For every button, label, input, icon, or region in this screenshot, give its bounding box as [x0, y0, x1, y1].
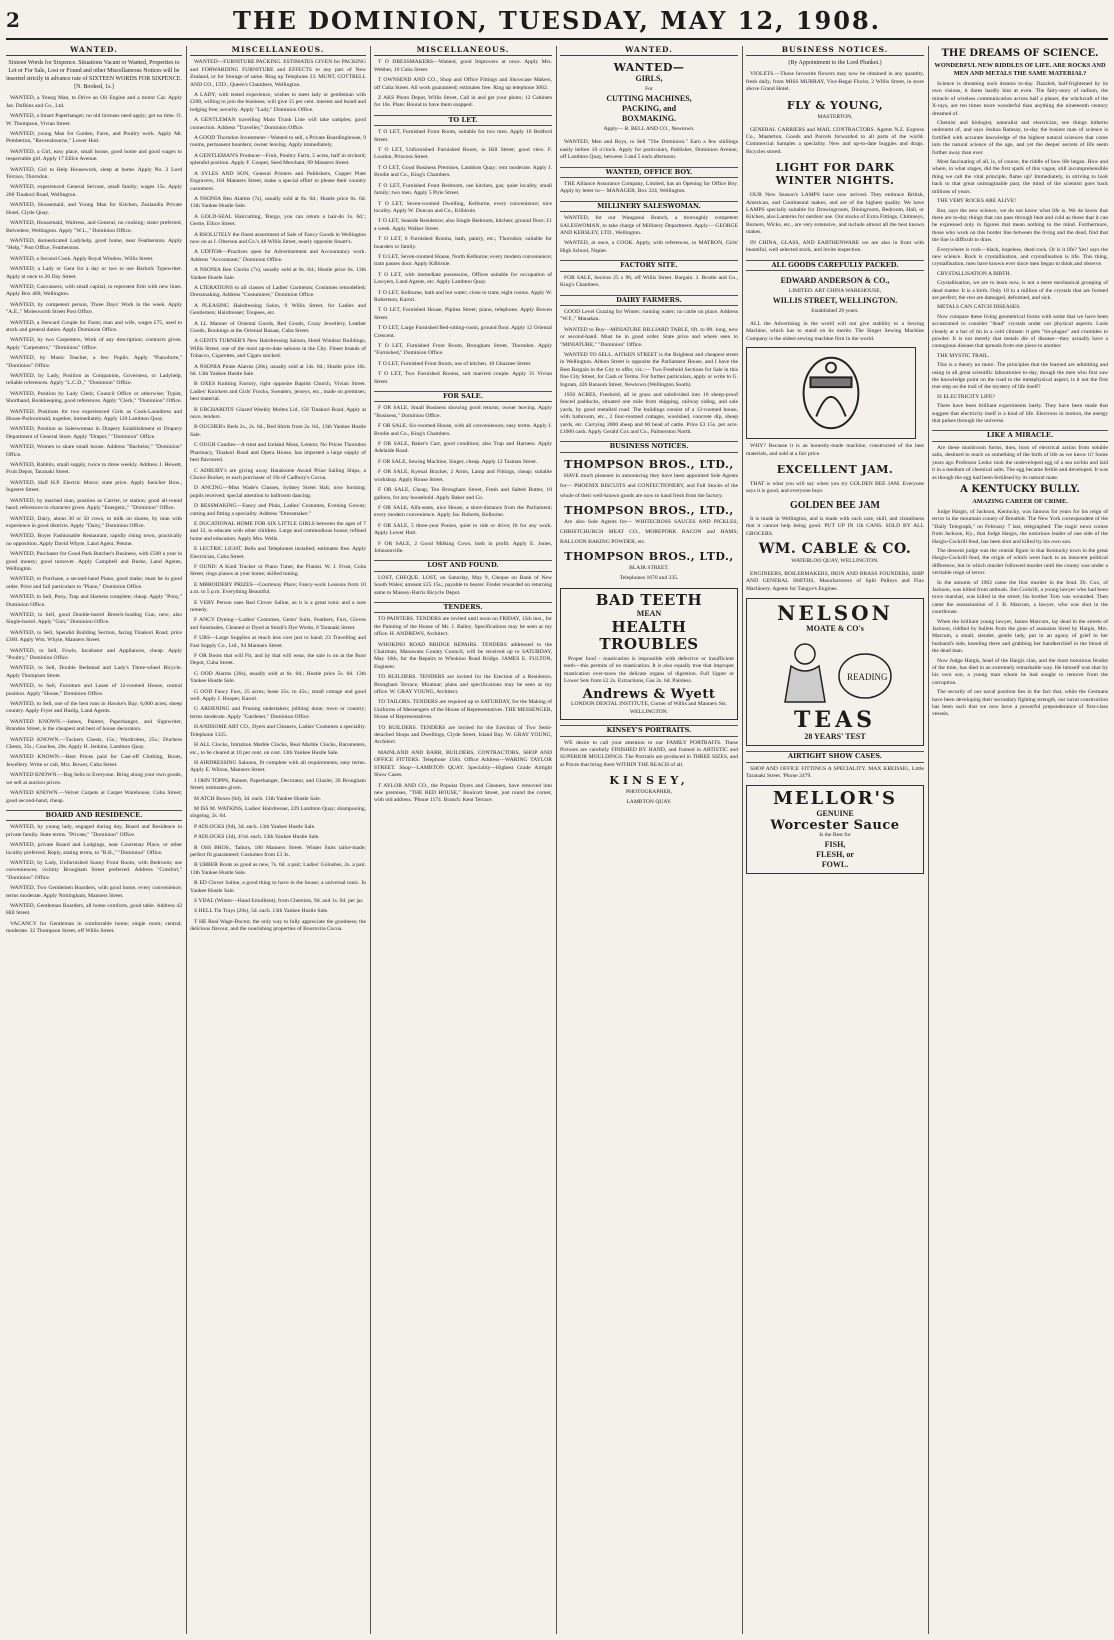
classified-ad: WANTED, to Sell, Fowls, Incubator and Appliances, cheap. Apply "Poultry," Dominion Office. [6, 647, 182, 661]
classified-ad: WANTED, to Sell, Furniture and Lease of 12-roomed House, central position. Apply "House," Dominion Office. [6, 683, 182, 697]
wanted-ad: WANTED, at once, a COOK. Apply, with references, to MATRON, Girls' High School, Napier. [560, 240, 738, 254]
classified-ad: P ADLOCKS (9d), 3d. each. 13th Yankee Hustle Sale. [194, 823, 316, 830]
classified-ad: WANTED, Dairy, about 30 or 50 cows, to milk on shares, by man with experience in good districts. Apply "Dairy," Dominion Office. [6, 515, 182, 529]
lamps-ad: OUR New Season's LAMPS have now arrived. They embrace British, American, and Continental makes, and are of the highest quality. We have LAMPS specially suitable for Drawingroom, Diningroom, Bedroom, Hall, or Kitchen, also Lanterns for outdoor use. Our stocks of Extra Fittings, Chimneys, Burners, Wicks, etc., are very extensive, and include almost all the best known makes. [746, 192, 924, 236]
classified-ad: WANTED—FURNITURE PACKING. ESTIMATES GIVEN for PACKING and FORWARDING FURNITURE and EFFECTS to any part of New Zealand, or for Storage of same. Ring up Telephone 23. MUNT, COTTRELL AND CO., LTD., Queen's Chambers, Wellington. [190, 59, 366, 88]
article-paragraph: Everywhere is rock—black, hopeless, dead rock. Or is it life? Yes! says the new science. Rock is crystallisation, and crystallisation is life. This thing, crystallisation, men have known ever since men began to think and observe. [932, 246, 1108, 268]
classified-ad: F OUND: A Kind Tracker or Piano Tuner, the Pianist. W. J. Frost, Cuba Street, rings pianos at your home; skilled tuning. [190, 563, 366, 578]
classified-ad: WANTED, private Board and Lodgings, near Courtenay Place, or other locality preferred. Reply, stating terms, to "B.B.," "Dominion" Office. [6, 842, 182, 856]
article-paragraph: The security of our naval position lies in the fact that, while the Germans have been developing their secondary fighting strength, our naval construction has been such that we now have a powerful preponderance of first-class vessels. [932, 689, 1108, 718]
classified-ad: WANTED, a Girl, easy place, small house, good home and good wages to respectable girl. Apply 17 Ellice Avenue. [6, 148, 182, 163]
classified-ad: WANTED, Housemaid, Waitress, and General, no cooking; sister preferred, Belvedere, Wellington. Apply "W.L.," Dominion Office. [6, 220, 182, 234]
classified-ad: G OOD Alarms (20s), usually sold at 6s. 6d.; Hustle price 5s. 6d. 13th Yankee Hustle Sale. [190, 670, 366, 685]
classified-ad: WANTED KNOWN.—James, Painter, Paperhanger, and Signwriter, Brandon Street, is the cheapest and best of house decorators. [6, 718, 182, 733]
classified-ad: F ANCY Dyeing—Ladies' Costumes, Gents' Suits, Feathers, Furs, Gloves and Sunshades, Cleaned or Dyed at Small's Dye Works, 8 Taranaki Street. [190, 617, 366, 631]
classified-ad: A GENTS TURNER'S New Hairdressing Saloon, Hotel Windsor Buildings, Willis Street, one of the most up-to-date saloons in the City. Finest brands of Tobacco, Cigarettes, and Cigars stocked. [190, 338, 366, 360]
classified-ad: A GENTLEMAN travelling Main Trunk Line will take samples; good connection. Address "Traveller," Dominion Office. [190, 117, 366, 131]
classified-ad: D ANCING—Miss Wade's Classes, Sydney Street Hall, now forming; pupils received; special attention to ballroom dancing. [190, 485, 366, 499]
classified-ad: WANTED, to Purchase, a second-hand Piano, good make; must be in good order. Price and full particulars to "Piano," Dominion Office. [6, 576, 182, 590]
article-paragraph: Now Judge Hargis, head of the Hargis clan, and the most notorious feudist of the time, has died in an extremely remarkable way. He himself was shot by his own son, a young man whom he had sought to remove from the corruption. [932, 657, 1108, 686]
classified-ad: WANTED, a Steward Couple for Farm; man and wife, wages £75, used to stock and general duties. Apply Dominion Office. [6, 319, 182, 333]
kinsey-signature: KINSEY, PHOTOGRAPHER, LAMBTON QUAY. [609, 774, 689, 806]
column-divider [186, 46, 187, 1634]
classified-ad: F OR SALE, Sewing Machine, Singer, cheap. Apply 12 Tasman Street. [378, 458, 538, 465]
classified-ad: WANTED, Two Gentlemen Boarders, with good home, every convenience; terms moderate. Apply Nottingham, Manners Street. [6, 885, 182, 899]
section-heading: LOST AND FOUND. [374, 560, 552, 571]
wm-cable-ad: WM. CABLE & CO. WATERLOO QUAY, WELLINGTON. [758, 540, 912, 564]
wanted-ad: WANTED TO SELL. AITKEN STREET is the Brightest and cheapest street in Wellington. Aitken Street is opposite the Parliament House, and I have the Best Bargain in the City to offer, viz.:— Two Freehold Sections for Sale in this fine City Street, for Cash or Terms. For further particulars, apply or write to G. Ingram, 426 Ransom Street, Newtown (Wellington South). [560, 351, 738, 388]
tender-notice: TO TAILORS. TENDERS are required up to SATURDAY, for the Making of Uniforms of Messengers of the House of Representatives. THE MESSENGER, House of Representatives. [374, 699, 552, 721]
jam-ad: THAT is what you will say when you try GOLDEN BEE JAM. Everyone says it is good, and everyone buys [746, 480, 924, 495]
wanted-ad: FOR SALE, Section 25 x 96, off Willis Street. Bargain. J. Brodie and Co., King's Chambers. [560, 274, 738, 289]
ad-title: WANTED— [613, 61, 685, 75]
to-let-list [374, 129, 552, 386]
classified-ad: F OR SALE, Cheap, Ten Brougham Street, Fresh and Salted Butter, 10 gallons, for any household. Apply Baker and Co. [374, 487, 552, 501]
wanted-ads-list [6, 95, 182, 805]
classified-ad: F URS—Large Supplies at much less cost just to hand; 23 Travelling and Fast Supply Co., Ltd., 94 Manners Street. [190, 635, 366, 649]
classified-ad: WANTED, Position as Saleswoman in Drapery Establishment or Drapery Department of General Store. Apply "Draper," "Dominion" Office. [6, 426, 182, 440]
article-body [932, 509, 1108, 719]
article-paragraph: Judge Hargis, of Jackson, Kentucky, was famous for years for his reign of terror in the mountain county of Breathitt. The New York correspondent of the "Daily Telegraph," on February 7 last, telegraphed: The tragic news comes from Jackson, Ky., that Judge Hargis, the notorious leader of one side of the Hargis-Cockrill feud, has been shot and killed by his own son. [932, 508, 1108, 545]
classified-ad: T O LET, with immediate possession, Offices suitable for occupation of Lawyers, Land Agents, etc. Apply Lambton Quay. [374, 271, 552, 286]
classified-ad: P ADLOCKS (3d), 4½d. each. 13th Yankee Hustle Sale. [194, 834, 320, 841]
classified-ad: WANTED, Rabbits, small supply, twice to three weekly. Address J. Hewett, Fruit Depot, Taranaki Street. [6, 462, 182, 476]
sewing-machine-illustration [746, 347, 916, 439]
classified-ad: R ED Clover Saline, a good thing to have in the house; a universal tonic. In Yankee Hustle Sale. [190, 880, 366, 894]
classified-ad: T HE Real Wage-Doctor, the only way to fully appreciate the goodness; the delicious flavour, and the nourishing properties of Bournvita Cocoa. [190, 918, 366, 933]
column-articles [932, 46, 1108, 1634]
misc-ads-list [374, 59, 552, 109]
carriers-ad: GENERAL CARRIERS and MAIL CONTRACTORS. Agents N.Z. Express Co., Masterton. Goods and Parcels forwarded to all parts of the world. Commercial Samples a speciality. New and up-to-date buggies and drags. Bicycles stored. [746, 126, 924, 155]
article-paragraph: Now compare these living geometrical forms with some that we have been accustomed to consider "dead" crystals under our physical aspects. Look closely at a bar of tin in a cold climate: it gets "tin-plague" and crumbles to powder. It is not merely that metals die of disease—they actually have a contagious disease that spreads from one piece to another. [932, 313, 1108, 350]
section-heading: ALL GOODS CAREFULLY PACKED. [746, 260, 924, 271]
article-paragraph: THE VERY ROCKS ARE ALIVE! [937, 198, 1016, 205]
classified-ad: A UDITOR—Practices open for Advertisement and Accountancy work. Address "Accountant," Dominion Office. [190, 249, 366, 263]
article-body [932, 81, 1108, 425]
classified-ad: F OR SALE, Six-roomed House, with all conveniences; easy terms. Apply J. Brodie and Co., King's Chambers. [374, 423, 552, 437]
classified-ad: VACANCY for Gentleman in comfortable home; single room; central; moderate. 32 Thompson Street, off Willis Street. [6, 920, 182, 935]
tea-lady-illustration [755, 636, 915, 706]
jam-ad-2: It is made in Wellington, and is made with such care, skill, and cleanliness that it cannot help being good. PUT UP IN 1lb CANS. SOLD BY ALL GROCERS. [746, 515, 924, 537]
masthead [0, 0, 1114, 40]
classified-ad: T O DRESSMAKERS—Wanted, good Improvers at once. Apply Mrs. Webber, 10 Cuba Street. [374, 59, 552, 73]
column-miscellaneous [190, 46, 366, 1634]
classified-ad: T O LET, Kelburne, bath and hot water; close to tram; eight rooms. Apply W. Robertson, Karori. [374, 289, 552, 303]
classified-ad: M ATCH Boxes (6d), 3d. each. 13th Yankee Hustle Sale. [194, 795, 322, 802]
column-wanted [6, 46, 182, 1634]
wanted-ad: WANTED, Men and Boys, to Sell "The Dominion." Earn a few shillings easily before 10 o'clock. Apply for particulars, Publisher, Dominion Avenue, off Lambton Quay, between 3 and 5 each afternoon. [560, 139, 738, 161]
classified-ad: F OR SALE, Kyenal Bracket, 2 Arms, Lamp and Fittings, cheap; suitable workshop. Apply Rouse Street. [374, 469, 552, 483]
article-paragraph: THE MYSTIC TRAIL. [937, 352, 990, 359]
column-divider [928, 46, 929, 1634]
classified-ad: WANTED, by competent person, Three Days' Work in the week. Apply "A.E.," Molesworth Street Post Office. [6, 301, 182, 316]
classified-ad: T O LET, Furnished Front Room, suitable for two men. Apply 10 Bedford Street. [374, 129, 552, 143]
engineers-ad: ENGINEERS, BOILERMAKERS, IRON AND BRASS FOUNDERS, SHIP AND GENERAL SMITHS, Manufacturers of Split Pulleys and Flax Machinery. Agents for Tangye's Engines. [746, 570, 924, 592]
article-deck: WONDERFUL NEW RIDDLES OF LIFE. ARE ROCKS AND MEN AND METALS THE SAME MATERIAL? [934, 62, 1106, 77]
classified-ad: B OXES Knitting Factory, right opposite Baptist Church, Vivian Street. Ladies' Knickers and Girls' Frocks, Sweaters, jerseys, etc., made on premises; best material. [190, 381, 366, 403]
column-wanted-2 [560, 46, 738, 1634]
classified-ad: F OR SALE, 2 Good Milking Cows, both in profit. Apply E. Jones, Johnsonville. [374, 540, 552, 554]
classified-ad: WANTED, to Sell, Spendid Building Section, facing Tinakori Road; price £360. Apply Wm. Whyte, Manners Street. [6, 629, 182, 644]
classified-ad: C ADBURY's are giving away Handsome Award Prize Sailing Ships, a Choice Bucket, to each purchaser of 1lb of Cadbury's Cocoa. [190, 467, 366, 481]
column-heading: BUSINESS NOTICES. [746, 46, 924, 56]
thompson-ad: THOMPSON BROS., LTD., HAVE much pleasure in announcing they have been appointed Sole Agents for— PHOENIX BISCUITS and CONFECTIONERY, and Full Stocks of the whole of their well-known goods are now to hand fresh from the factory. THOMPSON BROS., LTD., Are also Sole Agents for— WHITECROSS SAUCES AND PICKLES, CHRISTCHURCH MEAT CO., MOREPORK BACON and HAMS, BALLOON BAKING POWDER, etc. THOMPSON BROS., LTD., BLAIR STREET. Telephones 1670 and 335. [560, 457, 738, 581]
newspaper-title: THE DOMINION, TUESDAY, MAY 12, 1908. [232, 6, 882, 35]
article-paragraph: Most fascinating of all, is, of course, the riddle of how life began. How and where, in what stages, did the first spark of this vague, still incomprehensible thing we call the vital principle, flame up? Immediately, in striving to look back to that great unimaginable past, the mind of the scientist goes back millions of years. [932, 159, 1108, 195]
classified-ad: WANTED, a Second Cook. Apply Royal Window, Willis Street. [10, 255, 154, 262]
airtight-ad: SHOP AND OFFICE FITTINGS A SPECIALITY. MAX KREISSIG, Little Taranaki Street. 'Phone 2479. [746, 765, 924, 779]
tender-notice: MAINLAND AND BARR, BUILDERS, CONTRACTORS, SHOP AND OFFICE FITTERS. Telephone 1584. Office Address—WARING TAYLOR STREET. Shop—LAMBTON QUAY. Speciality—Highest Grade Airtight Show Cases. [374, 749, 552, 779]
article-paragraph: IS ELECTRICITY LIFE? [937, 393, 995, 400]
classified-ad: WANTED, by two Carpenters, Work of any description; contracts given. Apply "Carpenters," "Dominion" Office. [6, 337, 182, 351]
classified-ad: F OR SALE, Baker's Cart, good condition; also Trap and Harness. Apply Adelaide Road. [374, 441, 552, 455]
section-heading: TENDERS. [374, 602, 552, 613]
classified-ad: A BSOLUTELY the finest assortment of Sale of Fancy Goods in Wellington now on at J. Oberson and Co.'s 48 Willis Street, nearly opposite Stuart's. [190, 231, 366, 245]
classified-ad: H ANDSOME ART CO., Dyers and Cleaners, Ladies' Costumes a speciality. Telephone 1325. [190, 724, 366, 738]
tender-notice: WHOKINO ROAD BRIDGE REPAIRS. TENDERS addressed to the Chairman, Manawatu County Council, will be received up to SATURDAY, May 16th, for the Repairs to Whokino Road Bridge. JAMES E. FULTON, Engineer. [374, 641, 552, 670]
wanted-ad: WANTED, for our Wanganui Branch, a thoroughly competent SALESWOMAN, to take charge of Millinery Department. Apply— GEORGE AND KERSLEY, LTD., Wellington. [560, 215, 738, 237]
classified-ad: E MBROIDERY PRIZES—Courtenay Place; Fancy-work Lessons from 10 a.m. to 5 p.m. Everything Beautiful. [190, 581, 366, 596]
classified-ad: WANTED, by married man, position as Carrier, or station; good all-round hand; references to character given. Apply "Energetic," "Dominion" Office. [6, 497, 182, 512]
classified-ad: E VERY Person uses Red Clover Saline, as it is a great tonic and a sure remedy. [190, 599, 366, 613]
classified-ad: WANTED, Women to share small house. Address "Bachelor," "Dominion" Office. [6, 444, 182, 458]
article-paragraph: Chemist and biologist, naturalist and electrician, see things hitherto undreamt of, and says Joshua Ramsay, to-day the busiest man of science is fortified with accurate knowledge of the highest natural sciences that come into the natural science of the age, and yet the deeper secrets of life seem further away than ever. [932, 120, 1108, 156]
bad-teeth-ad: BAD TEETH MEAN HEALTH TROUBLES Proper food - mastication is impossible with defective or insufficient teeth—this permits of no mastication. It is also equally true that improper mastication over-taxes the delicate organs of digestion. Full Upper or Lower Sets from £2 2s. Extractions, Gas 2s. 6d. Painless. Andrews & Wyett LONDON DENTAL INSTITUTE, Corner of Willis and Manners Sts. WELLINGTON. [560, 588, 738, 720]
classified-ad: WANTED, to Sell, good Double-barrel Breech-loading Gun, new; also Single-barrel. Apply "Gun," Dominion Office. [6, 611, 182, 626]
classified-ad: T O LET, Furnished Front Room, Brougham Street, Thorndon. Apply "Furnished," Dominion Office. [374, 343, 552, 357]
classified-ad: S HELL Tin Trays (20s), 5d. each. 13th Yankee Hustle Sale. [194, 908, 329, 915]
classified-ad: WANTED KNOWN.—Tuckers Chests, 15s.; Wardrobes, 25s.; Duchess Chests, 35s.; Couches, 20s. Apply H. Jenkins, Lambton Quay. [6, 736, 182, 751]
tea-lady-icon [785, 644, 891, 702]
classified-ad: A LADY, with tested experience, wishes to meet lady or gentleman with £200, willing to join the business; will give 15 per cent. interest and board and lodging free; security. Apply "Lady," Dominion Office. [190, 92, 366, 113]
classified-ad: A GOLD-SEAL Haircutting, 'Burgo, you can return a hair-do 1s. 6d.'; Gertie, Ellice Street. [190, 213, 366, 228]
classified-ad: T O LET, Two Furnished Rooms, suit married couple. Apply 31 Vivian Street. [374, 371, 552, 385]
classified-ad: C OUGH Candies—A treat and Iceland Moss, Lemon; No Prices Thorndon Pharmacy, Tinakori Road and Opera House, has imported a large supply of best flavoured. [190, 442, 366, 464]
column-business-notices [746, 46, 924, 1634]
article-paragraph: When the brilliant young lawyer, James Marcum, lay dead in the streets of Jackson, riddled by bullets from the guns of assassins hired by Hargis, Mrs. Marcum, a small, slender, gentle lady, put in an agony of grief to her husband's side, kneeling there and grabbing her handkerchief in the blood of the dead man. [932, 618, 1108, 655]
article-title: A KENTUCKY BULLY. [960, 483, 1080, 495]
board-ads-list [6, 824, 182, 935]
classified-ad: B URCHARDTS' Glazed Weekly Moltes Lid, 156 Tinakori Road, Apply at once, tenders. [190, 406, 366, 421]
section-heading: LIKE A MIRACLE. [932, 430, 1108, 441]
article-paragraph: CRYSTALLISATION A BIRTH. [937, 270, 1011, 277]
classified-ad: WANTED, Gentleman Boarders, all home comforts, good table. Address 42 Hill Street. [6, 902, 182, 917]
wanted-girls-ad: WANTED— GIRLS, For CUTTING MACHINES, PACKING, and BOXMAKING. Apply— R. BELL AND CO., Newtown. [560, 61, 738, 134]
china-ad: IN CHINA, GLASS, AND EARTHENWARE we are also in front with beautiful, well selected stock, and invite inspection. [746, 239, 924, 254]
classified-ad: WANTED, Positions for two experienced Girls as Cook-Laundress and House-Parlourmaid, together, immediately. Apply 120 Lambton Quay. [6, 408, 182, 423]
classified-ad: T O LET, Seven-roomed Dwelling, Kelburne, every convenience; nice locality. Apply W. Duncan and Co., Kilbirnie. [374, 200, 552, 214]
kinsey-ad: WE desire to call your attention to our FAMILY PORTRAITS. These Pictures are carefully FINISHED BY HAND, and framed in ARTISTIC and SUPERIOR MOULDINGS. The Portraits are produced in THREE SIZES, and at Prices that bring them WITHIN THE REACH of all. [560, 739, 738, 768]
article-paragraph: This is a theory no more. The principles that the learned are admitting and using in all great scientific laboratories to-day, though the men who first saw the knowledge point on the road to the metaphysical aspect, is it not the first true step on the trail of the mystery of life itself? [932, 362, 1108, 391]
classified-ad: WANTED, Girl to Help Housework, sleep at home. Apply No. 2 Lord Terrace, Thorndon. [6, 166, 182, 181]
classified-ad: E DUCATIONAL HOME FOR SIX LITTLE GIRLS between the ages of 7 and 12, to educate with other children. Large and commodious house; refined home and education. Apply Mrs. Wells. [190, 520, 366, 542]
royal-appointment: (By Appointment to the Lord Plunket.) [788, 60, 882, 67]
classified-ad: WANTED, Half H.P. Electric Motor; state price. Apply Ineicher Bros., Ingestre Street. [6, 479, 182, 494]
classified-ad: H AIRDRESSING Saloons, fit complete with all requirements; easy terms. Apply E. Wilson, Manners Street. [190, 759, 366, 774]
classified-ad: A SYLES AND SON, General Printers and Publishers, Copper Plate Engravers, 164 Manners Street, make a special effort to please their country customers. [190, 170, 366, 192]
article-title: THE DREAMS OF SCIENCE. [941, 48, 1099, 59]
wanted-ad: WANTED to Buy—MINIATURE BILLIARD TABLE, 6ft. to 8ft. long, new or second-hand. Must be in good order. State price and where seen to "MINIATURE," "Dominion" Office. [560, 326, 738, 348]
classified-ad: T O LET, Furnished Front Room, use of kitchen. 10 Ghuznee Street. [378, 360, 532, 367]
article-paragraph: Crystallisation, we are to learn now, is not a mere mechanical grouping of dead matter. It is a birth. Only 18 in a million of the crystals that are formed are perfect; the rest are damaged, deformed, and sick. [932, 280, 1108, 301]
classified-ad: T OWNSEND AND CO., Shop and Office Fittings and Showcase Makers, off Cuba Street. All work guaranteed; estimates free. Ring up telephone 3062. [374, 77, 552, 91]
article-deck: AMAZING CAREER OF CRIME. [972, 497, 1068, 505]
jam-ad-heading: EXCELLENT JAM. [776, 462, 894, 476]
wanted-ad: THE Alliance Assurance Company, Limited, has an Opening for Office Boy. Apply by letter to— MANAGER, Box 324, Wellington. [560, 181, 738, 195]
tenders-list [374, 616, 552, 804]
mellors-sauce-ad: MELLOR'S GENUINE Worcester Sauce Is the Best for FISH, FLESH, or FOWL. [746, 785, 924, 873]
jam-brand: GOLDEN BEE JAM [789, 499, 880, 511]
section-heading: KINSEY'S PORTRAITS. [560, 725, 738, 736]
section-heading: FOR SALE. [374, 391, 552, 402]
column-heading: WANTED. [6, 46, 182, 56]
classified-ad: WANTED, by young lady, engaged during day, Board and Residence in private family. State terms. "Private," "Dominion" Office. [6, 824, 182, 838]
tender-notice: TO BUILDERS. TENDERS are invited for the Erection of Two Semi-detached Shops and Dwellings, Clyde Street, Island Bay. W. GRAY YOUNG, Architect. [374, 724, 552, 746]
classified-ad: WANTED, a Lady or Gent for a day or two to use Barlock Typewriter. Apply at once to 20 Day Street. [6, 266, 182, 280]
classified-ad: WANTED, to Sell, Pony, Trap and Harness complete; cheap. Apply "Pony," Dominion Office. [6, 594, 182, 608]
classified-ad: F OR Boots that will Fit, and by that will wear, the sale is on at the Boot Depot, Cuba Street. [190, 653, 366, 667]
article-paragraph: METALS CAN CATCH DISEASES. [937, 304, 1021, 311]
classified-ad: WANTED, a Young Man, to Drive an Oil Engine and a motor Car. Apply Jas. Dufkins and Co., Ltd. [6, 95, 182, 109]
classified-ad: WANTED, to Sell, one of the best runs in Hawke's Bay; 6,000 acres; sheep country. Apply Fryer and Haslip, Land Agents. [6, 701, 182, 715]
classified-ad: B OUCHER's Beds 2s., 2s. 6d., Bed Shirts from 2s. 6d., 13th Yankee Hustle Sale. [190, 424, 366, 438]
classified-ad: WANTED, domesticated Ladyhelp, good home, near Featherston. Apply "Help," Post Office, Featherston. [6, 237, 182, 252]
lamps-ad-heading: LIGHT FOR DARK WINTER NIGHTS. [775, 161, 895, 188]
for-sale-list [374, 405, 552, 555]
fly-young-ad: FLY & YOUNG, MASTERTON. [786, 98, 884, 120]
column-heading: MISCELLANEOUS. [190, 46, 366, 56]
column-heading: MISCELLANEOUS. [374, 46, 552, 56]
section-heading: AIRTIGHT SHOW CASES. [746, 751, 924, 762]
wanted-ad: GOOD Level Grazing for Winter; running water; no cattle on place. Address "W.F.," Manakau. [560, 308, 738, 323]
article-paragraph: In the autumn of 1902 came the first murder in the feud. Dr. Cox, of Jackson, was killed from ambush. Jim Cockrill, a young lawyer who had been town marshal, was killed in the street; his brother Tom was wounded. Then came the assassination of J. B. Marcum, a lawyer, who was shot in the courthouse. [932, 579, 1108, 616]
article-paragraph: Science is dreaming such dreams to-day. Dazzled, half-frightened by its own visions, it dares hardly hint at even. The fairy-story of radium, the miracle of wireless communication across half a planet, the witchcraft of the X-rays, are ten times more wonderful than anything the nineteenth century dreamed of. [932, 81, 1108, 117]
classified-ad: WANTED, by Lady, Unfurnished Sunny Front Room, with Bedroom; use conveniences; vicinity Brougham Street preferred. Address "Comfort," "Dominion" Office. [6, 859, 182, 881]
violets-ad: VIOLETS.—Those favourite flowers may now be obtained in any quantity, fresh daily, from MISS MURRAY, Vice-Regal Florist, 2 Willis Street, in store above Grand Hotel. [746, 71, 924, 93]
section-heading: WANTED, OFFICE BOY. [560, 167, 738, 178]
classified-ad: G OOD Fancy Furs, 25 acres; lease 25s. to 45s.; small cottage and good well. Apply J. Hooper, Karori. [190, 688, 366, 703]
sewing-machine-ad: ALL the Advertising in the world will not give stability to a Sewing Machine, which has to stand on its merits. The Singer Sewing Machine Company is the oldest sewing machine firm in the world. [746, 320, 924, 342]
classified-ad: A GENTLEMAN'S Producer—Fruit, Poultry Farm, 5 acres, half in orchard; splendid position. Apply F. Cooper, Seed Merchant, 99 Manners Street. [190, 152, 366, 167]
classified-ad: WANTED, Purchaser for Good Park Butcher's Business, with £500 a year in good money; good turnover. Apply Campbell and Burke, Land Agents, Wellington. [6, 551, 182, 572]
classified-ad: E LECTRIC LIGHT, Bells and Telephones installed; estimates free. Apply Electrician, Cuba Street. [190, 546, 366, 560]
classified-ad: T O LET, Unfurnished Furnished Room, in Hill Street; good view. F. Loudon, Princess Street. [374, 147, 552, 161]
section-heading: BOARD AND RESIDENCE. [6, 810, 182, 821]
classified-ad: J OHN TOPPS, Painter, Paperhanger, Decorator, and Glazier, 26 Brougham Street; estimates given. [190, 777, 366, 792]
classified-ad: T O LET, Good Business Premises, Lambton Quay; rent moderate. Apply J. Brodie and Co., King's Chambers. [374, 164, 552, 179]
classified-ad: Z AKS Photo Depot, Willis Street, Call in and get your photo; 12 Cabinets for 10s. Plate; Bound to have them snapped. [374, 95, 552, 109]
wanted-ad: 1950 ACRES, Freehold, all in grass and subdivided into 10 sheep-proof fenced paddocks, situated one mile from shipping, railway siding, and sale yards, by good metalled road. The buildings consist of a 12-roomed house, with bathroom, etc., 2 four-roomed cottages, woolshed, concrete dip, sheep yards, etc. Carrying 2000 sheep and 60 head of cattle. Price £3 15s. per acre. £1000 cash. Apply Gerald Cox and Co., Palmerston North. [560, 391, 738, 435]
section-heading: TO LET. [374, 115, 552, 126]
article-paragraph: There have been brilliant experiments lately. They have been made that suggest that electricity itself is a kind of life. Electrons in motion, the energy that pulses through the universe. [932, 403, 1108, 425]
column-divider [370, 46, 371, 1634]
classified-ad: F OR SALE, Alfa-seats, nice House, a short-distance from the Parliament; every modern convenience. Apply Jas. Roberts, Kelburne. [374, 504, 552, 519]
classified-ad: R UBBER Boots as good as new, 7s. 6d. a pair; Ladies' Goloshes, 2s. a pair. 13th Yankee Hustle Sale. [190, 862, 366, 876]
classified-ad: WANTED KNOWN.—Bag Sells to Everyone. Bring along your own goods, we sell at auction prices. [6, 772, 182, 786]
classified-ad: WANTED, young Man for Garden, Farm, and Poultry work. Apply Mr. Pemberton, "Ravensbourne," Lower Hutt. [6, 131, 182, 145]
classified-ad: WANTED KNOWN.—Best Prices paid for Cast-off Clothing, Boots, Jewellery. Write or call, Mrs. Bower, Cuba Street. [6, 754, 182, 768]
section-heading: BUSINESS NOTICES. [560, 441, 738, 452]
classified-ad: WANTED, Buyer Fashionable Restaurant, rapidly rising town, practically no opposition. Apply David Whyte, Land Agent, Petone. [6, 533, 182, 547]
classified-ad: A NSONIA Pirate Alarms (20s), usually sold at 14s. 6d.; Hustle price 10s. 6d. 13th Yankee Hustle Sale. [190, 363, 366, 378]
page-number: 2 [6, 8, 20, 32]
classified-ad: S YDAL (Winter—Hand Emollient), from Chemists, 9d. and 1s. 6d. per jar. [194, 898, 364, 904]
classified-ad: WANTED, Position by Lady Clerk; Council Office or otherwise; Typist, Shorthand, Bookkeeping, good references. Apply "Clerk," "Dominion" Office. [6, 390, 182, 405]
sewing-caption: WHY? Because it is an honestly-made machine, constructed of the best materials, and sold at a fair price. [746, 443, 924, 457]
classified-ad: WANTED, by Lady, Position as Companion, Governess, or Ladyhelp, reliable references. Apply "L.C.D.," "Dominion" Office. [6, 373, 182, 387]
classified-ad: A NSONIA Ben Alarms (7s), usually sold at 8s. 6d.; Hustle price 6s. 6d. 13th Yankee Hustle Sale. [190, 195, 366, 210]
classified-ad: T O LET, Furnished Front Bedroom, use kitchen, gas; quiet locality, small family; two men. Apply 5 Pirie Street. [374, 182, 552, 197]
column-heading: WANTED. [560, 46, 738, 56]
classified-ad: WANTED, experienced General Servant, small family; wages 15s. Apply 260 Tinakori Road, Wellington. [6, 184, 182, 198]
classified-ad: T O LET, Seven-roomed House, North Kelburne; every modern convenience; tram passes door. Apply Kilbirnie. [374, 253, 552, 268]
column-divider [556, 46, 557, 1634]
classified-ad: WANTED, by Music Teacher, a few Pupils. Apply "Pianoforte," "Dominion" Office. [6, 355, 182, 369]
classified-ad: H ALL Clocks, Imitation Marble Clocks, Real Marble Clocks, Barometers, etc., to be cleared at 10 per cent. on cost. 13th Yankee Hustle Sale. [190, 742, 366, 756]
column-divider [742, 46, 743, 1634]
classified-ad: WANTED, a Smart Paperhanger; no old licenses need apply; get no time. O. W. Thompson, Vivian Street. [6, 113, 182, 127]
classified-ad: T O LET, Seaside Residence; also Single Bedroom, kitchen; ground floor; £1 a week. Apply Walker Street. [374, 218, 552, 232]
classified-ad: T O LET, Large Furnished Bed-sitting-room, ground floor. Apply 12 Oriental Crescent. [374, 325, 552, 339]
svg-text:READING: READING [847, 672, 888, 683]
classified-ad: A PLEASING Hairdressing Salon, 9 Willis Street, for Ladies and Gentlemen; Hairdresser; Toupees, etc. [190, 302, 366, 317]
classified-ad: R OSS BROS., Tailors, 180 Manners Street. Winter Suits tailor-made; perfect fit guaranteed; Costumes from £3 3s. [190, 844, 366, 858]
section-heading: FACTORY SITE. [560, 260, 738, 271]
classified-ad: T O LET, Furnished House, Pipitea Street; piano, telephone. Apply Bowen Street. [374, 307, 552, 321]
section-heading: MILLINERY SALESWOMAN. [560, 201, 738, 212]
nelson-teas-ad: NELSON MOATE & CO's READING TEAS 28 YEARS' TEST [746, 598, 924, 746]
misc-ads-list [190, 59, 366, 933]
classified-ad: WANTED, Housemaid, and Young Man for Kitchen, Zealandia Private Hotel, Clyde Quay. [6, 202, 182, 216]
classified-ad: A NSONIA Ben Clocks (7s), usually sold at 8s. 6d.; Hustle price 6s. 13th Yankee Hustle Sale. [190, 267, 366, 281]
classified-ad: D RESSMAKING—Fancy and Plain, Ladies' Costumes, Evening Gowns; cutting and fitting a speciality. Address "Dressmaker." [190, 503, 366, 517]
classified-ad: A LTERATIONS to all classes of Ladies' Garments; Costumes remodelled; Dressmaking. Address "Costumiere," Dominion Office. [190, 284, 366, 299]
tender-notice: TO BUILDERS. TENDERS are invited for the Erection of a Residence, Brougham Terrace, Miramar; plans and specifications may be seen at my office. W. GRAY YOUNG, Architect. [374, 674, 552, 696]
classified-ad: A GOOD Thorndon Investment—Wanted to sell, a Private Boardinghouse, 9 rooms, permanent boarders; owner leaving. Apply immediately. [190, 135, 366, 149]
classified-ad: T O LET, 6 Furnished Rooms, bath, pantry, etc.; Thorndon; suitable for boarders or family. [374, 236, 552, 250]
article-paragraph: Are these mushroom forms, then, born of electrical action from soluble salts, destined to teach us something of the birth of life as we know it? Some years ago Professor Leduc took the undeveloped egg of a sea urchin and laid it in a medium of chemical salts. The egg became fertile and developed. It was as though the egg had been fertilised by its natural mate. [932, 444, 1108, 481]
article-paragraph: But, says the new science, we do not know what life is. We do know that there are to-day things that can pass through heat and cold as those that it can be expressed only in figures that mean nothing to the mind. Furthermore, those who work on this border line between the living and the dead, find that the line is difficult to draw. [932, 207, 1108, 244]
column-miscellaneous-2 [374, 46, 552, 1634]
classified-ad: A LL Manner of Oriental Goods, Red Goods, Crazy Jewellery, Leather Goods, Bookings at the Oriental Bazaar, Cuba Street. [190, 320, 366, 334]
article-paragraph: The descent judge was the central figure in that Kentucky town in the great Hargis-Cockrill feud, the origin of which went back to an innocent political difference, but in which murder followed murder until the county was under a veritable reign of terror. [932, 547, 1108, 577]
classified-intro: Sixteen Words for Sixpence. Situations Vacant or Wanted, Properties to Let or For Sale, Lost or Found and other Miscellaneous Notices will be inserted strictly in advance rate of SIXTEEN WORDS FOR SIXPENCE. [N. Booked, 1s.] [6, 60, 182, 91]
classified-ad: WANTED KNOWN.—Velvet Carpets at Carpet Warehouse, Cuba Street; good second-hand, cheap. [6, 790, 182, 804]
edward-anderson-ad: EDWARD ANDERSON & CO., LIMITED. ART CHINA WAREHOUSE, WILLIS STREET, WELLINGTON. Established 29 years. [772, 275, 898, 314]
lost-found-ad: LOST, CHEQUE. LOST, on Saturday, May 9, Cheque on Bank of New South Wales; amount £25 15s.; payable to bearer. Finder rewarded on returning same to Massey-Harris Bicycle Depot. [374, 574, 552, 596]
classified-ad: G ARDENING and Pruning undertaken; jobbing done; town or country; terms moderate. Apply "Gardener," Dominion Office. [190, 706, 366, 720]
classified-ad: F OR SALE, 5 three-year Ponies, quiet to ride or drive; fit for any work. Apply Lower Hutt. [374, 522, 552, 537]
masthead-rule [6, 38, 1108, 40]
section-heading: DAIRY FARMERS. [560, 295, 738, 306]
tender-notice: T AYLOR AND CO., the Popular Dyers and Cleaners, have removed into new premises, "THE RED HOUSE," Boulcott Street, just round the corner, with old address. 'Phone 1174. Branch: Kent Terrace. [374, 782, 552, 804]
classified-ad: WANTED, Canvassers, with small capital, to represent firm with new lines. Apply Box 468, Wellington. [6, 283, 182, 298]
classified-ad: F OR SALE, Small Business showing good returns; owner leaving. Apply "Business," Dominion Office. [374, 405, 552, 419]
classified-ad: WANTED, to Sell, Double Bedstead and Lady's Three-wheel Bicycle. Apply Thompson Street. [6, 665, 182, 679]
classified-ad: M ISS M. WATKINS, Ladies' Hairdresser, 229 Lambton Quay; shampooing, singeing, 2s. 6d. [190, 805, 366, 820]
tender-notice: TO PAINTERS. TENDERS are invited until noon on FRIDAY, 15th inst., for the Painting of the House of Mr. J. Bailey. Specifications may be seen at my office. H. ANDREWS, Architect. [374, 616, 552, 638]
